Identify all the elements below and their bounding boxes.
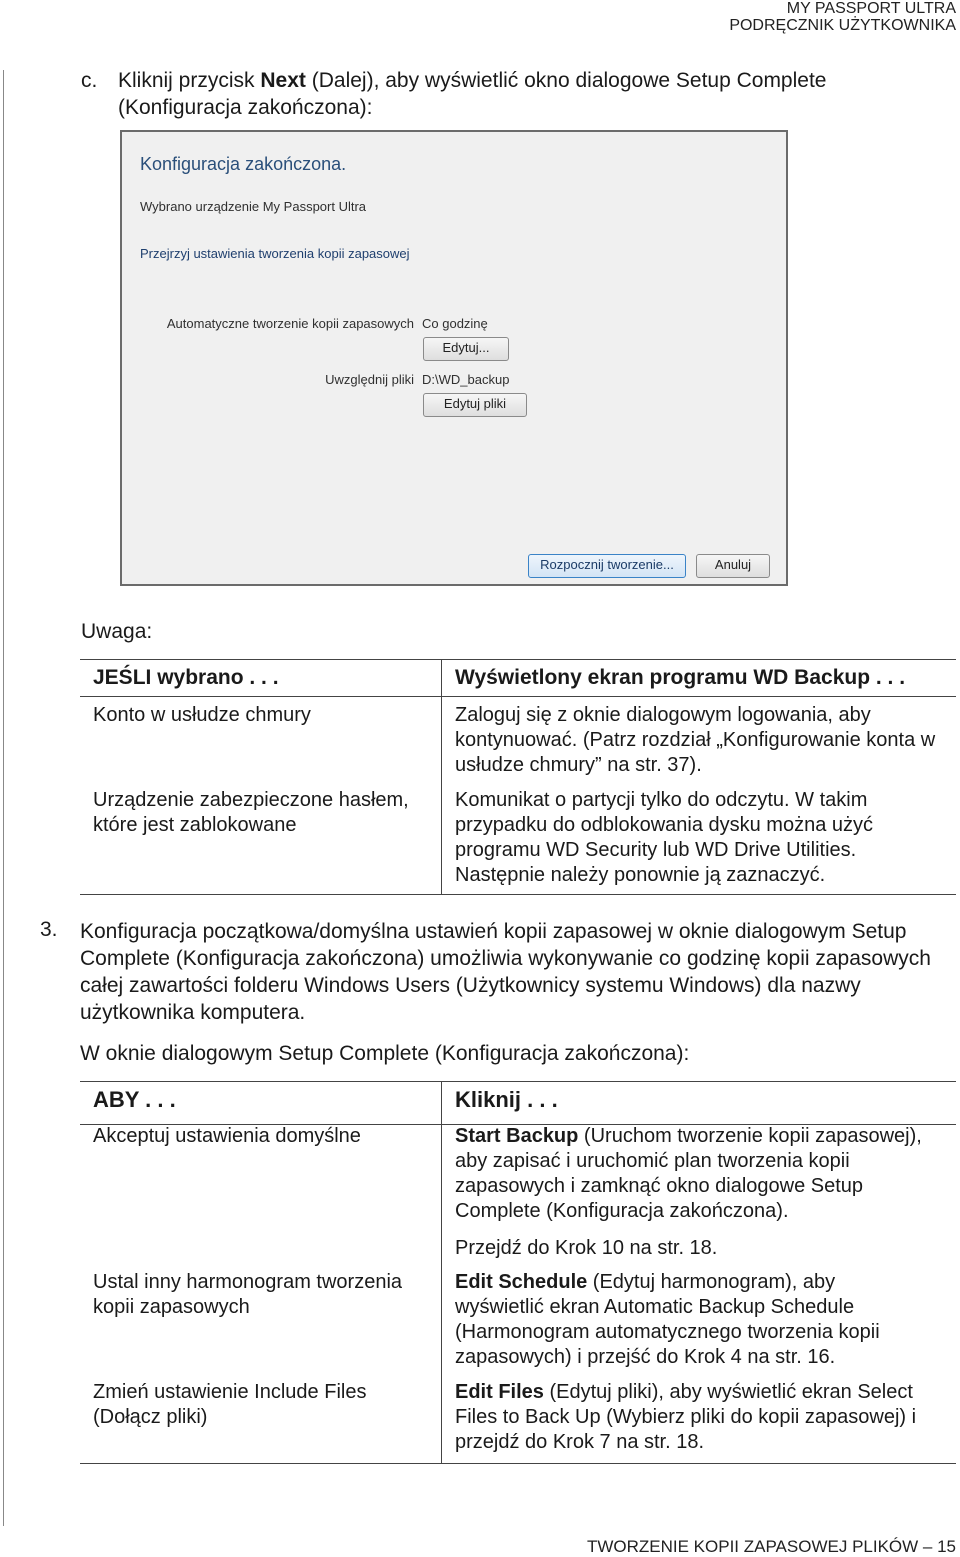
start-backup-button[interactable]: Rozpocznij tworzenie... [528,554,686,578]
step-c-text [118,67,938,121]
table2-bottom-rule [80,1463,956,1464]
auto-backup-value: Co godzinę [422,316,488,331]
table1-head-rule [80,696,956,697]
table1-divider [441,659,442,895]
step-c-before: Kliknij przycisk [118,69,261,92]
edit-files-button[interactable]: Edytuj pliki [423,393,527,417]
include-files-label: Uwzględnij pliki [325,372,414,387]
setup-complete-dialog [120,130,788,586]
step3-intro: W oknie dialogowym Setup Complete (Konfiguracja zakończona): [80,1042,690,1065]
table2-row1-left: Akceptuj ustawienia domyślne [93,1125,361,1147]
table1-row1-right: Zaloguj się z oknie dialogowym logowania, aby kontynuować. (Patrz rozdział „Konfigurowanie konta w usłudze chmury” na str. 37). [455,704,936,776]
table2-row2-desc: (Edytuj harmonogram), aby wyświetlić ekran Automatic Backup Schedule (Harmonogram automatycznego tworzenia kopii zapasowych) i przejść do Krok 4 na str. 16. [455,1271,880,1368]
cancel-button[interactable]: Anuluj [696,554,770,578]
table2-divider [441,1081,442,1464]
header-manual: PODRĘCZNIK UŻYTKOWNIKA [729,17,956,34]
running-header [729,0,956,34]
step-c-marker: c. [81,69,98,92]
header-product: MY PASSPORT ULTRA [786,0,956,17]
table2-row2-right [455,1270,925,1370]
step-c-after: (Dalej), aby wyświetlić okno dialogowe Setup Complete (Konfiguracja zakończona): [118,69,827,119]
dialog-title: Konfiguracja zakończona. [140,154,347,174]
table1-bottom-rule [80,894,956,895]
table2-row1-desc: (Uruchom tworzenie kopii zapasowej), aby zapisać i uruchomić plan tworzenia kopii zapasowych i zamknąć okno dialogowe Setup Complete (Konfiguracja zakończona). [455,1125,922,1222]
table2-head-left: ABY . . . [93,1087,176,1112]
table1-top-rule [80,659,956,660]
start-backup-term: Start Backup [455,1125,579,1147]
edit-files-term: Edit Files [455,1381,544,1403]
margin-rule [3,70,4,1526]
note-label: Uwaga: [81,620,153,643]
table1-row2-left: Urządzenie zabezpieczone hasłem, które jest zablokowane [93,789,409,836]
include-files-value: D:\WD_backup [422,372,510,387]
review-settings-label: Przejrzyj ustawienia tworzenia kopii zapasowej [140,246,410,261]
page-footer: TWORZENIE KOPII ZAPASOWEJ PLIKÓW – 15 [586,1537,956,1556]
table1-head-left: JEŚLI wybrano . . . [93,666,279,689]
step3-text: Konfiguracja początkowa/domyślna ustawień kopii zapasowej w oknie dialogowym Setup Complete (Konfiguracja zakończona) umożliwia wykonywanie co godzinę kopii zapasowych całej zawartości folderu Windows Users (Użytkownicy systemu Windows) dla nazwy użytkownika komputera. [80,920,931,1024]
table2-top-rule [80,1081,956,1082]
auto-backup-label: Automatyczne tworzenie kopii zapasowych [166,316,414,331]
edit-schedule-button[interactable]: Edytuj... [423,337,509,361]
table1-row2-right: Komunikat o partycji tylko do odczytu. W takim przypadku do odblokowania dysku można użyć programu WD Security lub WD Drive Utilities. Następnie należy ponownie ją zaznaczyć. [455,789,874,886]
selected-device: Wybrano urządzenie My Passport Ultra [140,199,367,214]
edit-schedule-term: Edit Schedule [455,1271,588,1293]
table2-row3-left: Zmień ustawienie Include Files (Dołącz pliki) [93,1381,367,1428]
table2-row2-left: Ustal inny harmonogram tworzenia kopii zapasowych [93,1271,403,1318]
table1-row1-left: Konto w usłudze chmury [93,704,311,726]
table2-row1-extra: Przejdź do Krok 10 na str. 18. [455,1237,718,1259]
table2-head-right: Kliknij . . . [455,1087,558,1112]
table2-row3-desc: (Edytuj pliki), aby wyświetlić ekran Select Files to Back Up (Wybierz pliki do kopii zapasowej) i przejdź do Krok 7 na str. 18. [455,1381,917,1453]
table1-head-right: Wyświetlony ekran programu WD Backup . . . [455,666,906,689]
step-c-next: Next [260,69,306,92]
step3-number: 3. [40,918,58,941]
table2-row1-right [455,1124,950,1224]
table2-row3-right [455,1380,950,1455]
